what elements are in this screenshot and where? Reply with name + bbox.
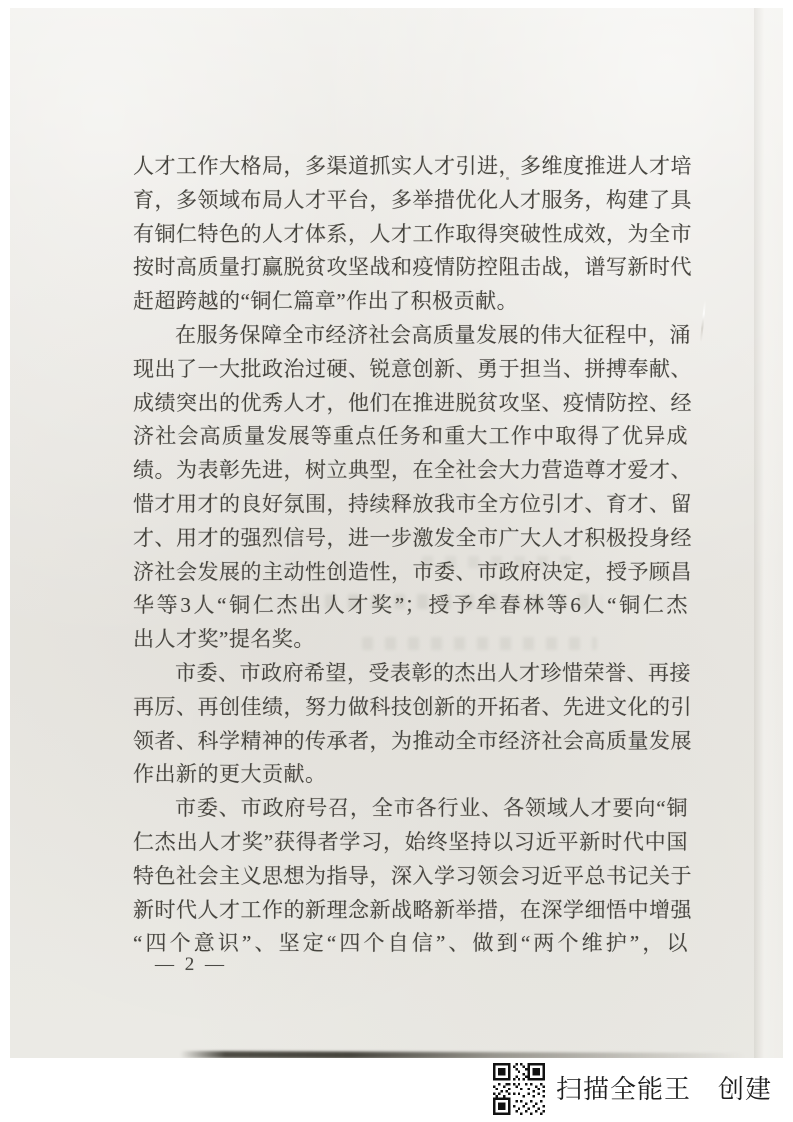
text-line: 惜才用才的良好氛围，持续释放我市全方位引才、育才、留 (133, 491, 692, 516)
text-line: 济社会发展的主动性创造性，市委、市政府决定，授予顾昌 (133, 559, 692, 584)
text-line: 才、用才的强烈信号，进一步激发全市广大人才积极投身经 (133, 525, 692, 550)
scanner-watermark (0, 1058, 793, 1122)
text-line: 育，多领域布局人才平台，多举措优化人才服务，构建了具 (133, 187, 692, 212)
text-line: 现出了一大批政治过硬、锐意创新、勇于担当、拼搏奉献、 (133, 356, 692, 381)
watermark-label: 扫描全能王 创建 (556, 1074, 773, 1104)
document-page (10, 8, 783, 1058)
text-line: 再厉、再创佳绩，努力做科技创新的开拓者、先进文化的引 (133, 694, 692, 719)
text-line: 新时代人才工作的新理念新战略新举措，在深学细悟中增强 (133, 897, 692, 922)
text-line: 出人才奖”提名奖。 (133, 627, 315, 652)
text-line: 华等3人“铜仁杰出人才奖”；授予牟春林等6人“铜仁杰 (133, 593, 688, 618)
document-body-text (133, 150, 692, 961)
text-line: 按时高质量打赢脱贫攻坚战和疫情防控阻击战，谱写新时代 (133, 255, 692, 280)
text-line: 赶超跨越的“铜仁篇章”作出了积极贡献。 (133, 289, 519, 314)
text-line: 有铜仁特色的人才体系，人才工作取得突破性成效，为全市 (133, 221, 692, 246)
text-line: 绩。为表彰先进，树立典型，在全社会大力营造尊才爱才、 (133, 458, 692, 483)
paper-scratch (700, 300, 706, 342)
text-line: 在服务保障全市经济社会高质量发展的伟大征程中，涌 (175, 322, 691, 347)
page-number: — 2 — (155, 954, 227, 975)
text-line: 作出新的更大贡献。 (133, 762, 327, 787)
text-line: 市委、市政府希望，受表彰的杰出人才珍惜荣誉、再接 (175, 660, 691, 685)
text-line: 领者、科学精神的传承者，为推动全市经济社会高质量发展 (133, 728, 692, 753)
text-line: 人才工作大格局，多渠道抓实人才引进，多维度推进人才培 (133, 154, 692, 178)
text-line: 市委、市政府号召，全市各行业、各领域人才要向“铜 (175, 796, 688, 821)
qr-code-icon (493, 1063, 545, 1115)
text-line: 特色社会主义思想为指导，深入学习领会习近平总书记关于 (133, 863, 692, 888)
text-line: 成绩突出的优秀人才，他们在推进脱贫攻坚、疫情防控、经 (133, 390, 692, 415)
text-line: “四个意识”、坚定“四个自信”、做到“两个维护”，以 (133, 931, 688, 956)
paper-crease (754, 8, 783, 1058)
text-line: 济社会高质量发展等重点任务和重大工作中取得了优异成 (133, 424, 688, 449)
text-line: 仁杰出人才奖”获得者学习，始终坚持以习近平新时代中国 (133, 829, 688, 854)
